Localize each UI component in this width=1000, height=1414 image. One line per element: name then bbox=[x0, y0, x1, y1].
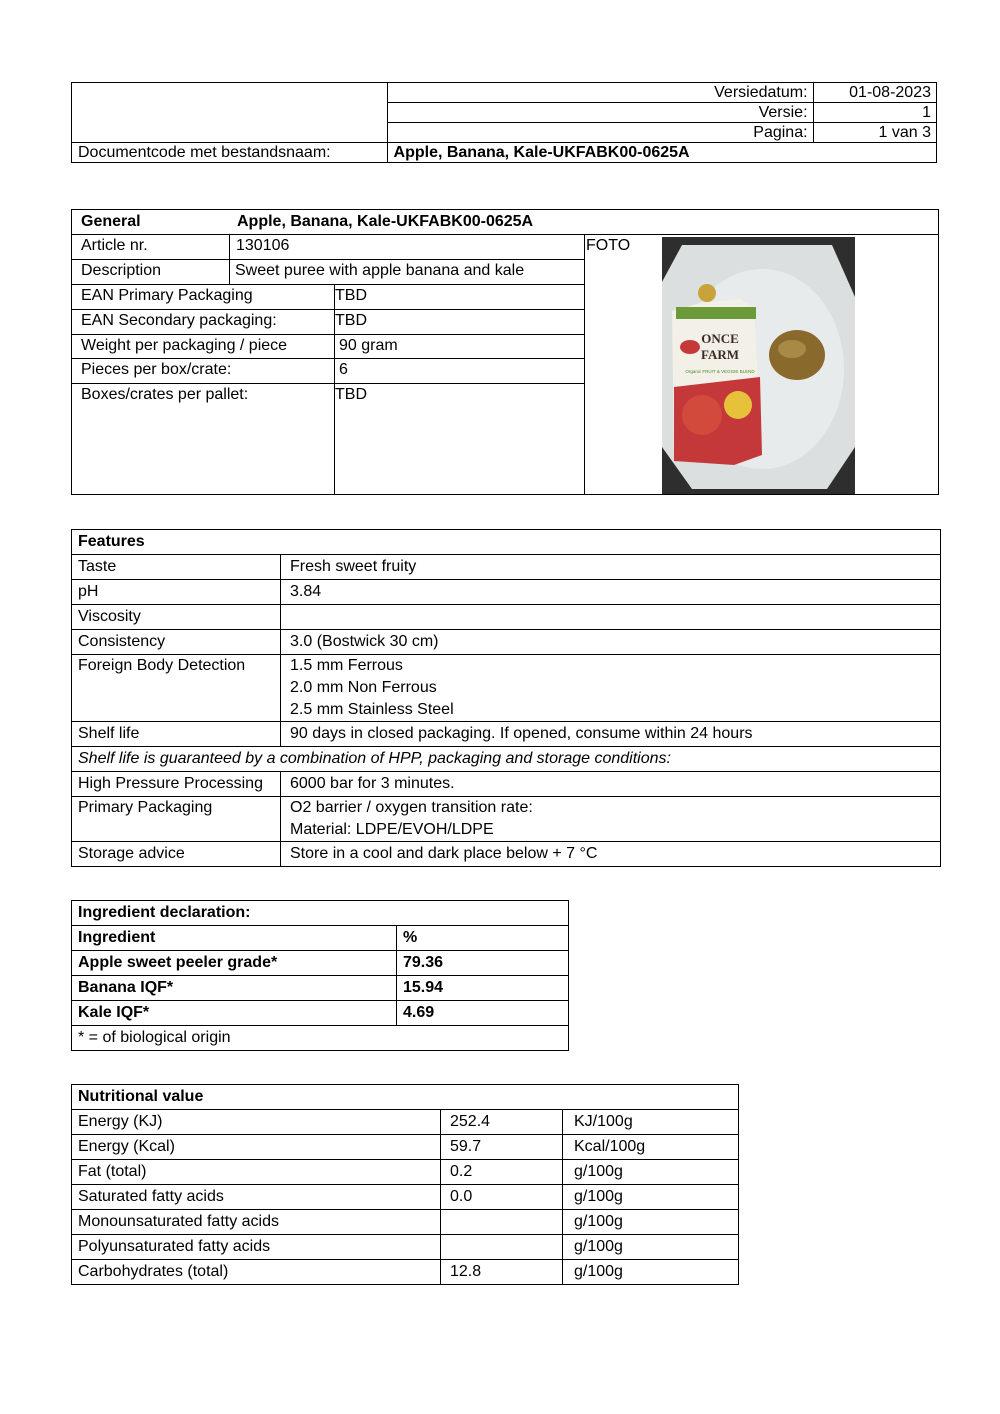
pouch-brand-1: ONCE bbox=[701, 331, 739, 346]
version-date-label: Versiedatum: bbox=[387, 83, 813, 103]
table-row bbox=[72, 1210, 739, 1235]
ean-primary-value: TBD bbox=[335, 287, 367, 304]
nutrient-value: 12.8 bbox=[441, 1260, 563, 1285]
boxes-label: Boxes/crates per pallet: bbox=[81, 386, 249, 403]
general-heading: General bbox=[81, 213, 141, 230]
table-row bbox=[72, 951, 569, 976]
nutrition-heading: Nutritional value bbox=[72, 1085, 739, 1110]
packaging-barrier: O2 barrier / oxygen transition rate: bbox=[290, 799, 533, 816]
hpp-label: High Pressure Processing bbox=[72, 772, 281, 797]
viscosity-value bbox=[281, 605, 941, 630]
table-row bbox=[72, 1135, 739, 1160]
hpp-value: 6000 bar for 3 minutes. bbox=[281, 772, 941, 797]
general-product-name: Apple, Banana, Kale-UKFABK00-0625A bbox=[237, 213, 534, 230]
ingredient-col-header: Ingredient bbox=[72, 926, 397, 951]
taste-label: Taste bbox=[72, 555, 281, 580]
primary-packaging-label: Primary Packaging bbox=[72, 797, 281, 842]
table-row bbox=[72, 1110, 739, 1135]
nutrient-name: Energy (Kcal) bbox=[72, 1135, 441, 1160]
shelf-life-value: 90 days in closed packaging. If opened, consume within 24 hours bbox=[281, 722, 941, 747]
weight-value: 90 gram bbox=[339, 337, 398, 354]
page-value: 1 van 3 bbox=[813, 123, 936, 143]
ingredients-footnote: * = of biological origin bbox=[72, 1026, 569, 1051]
version-label: Versie: bbox=[387, 103, 813, 123]
table-row bbox=[72, 1160, 739, 1185]
nutrient-unit: g/100g bbox=[563, 1260, 739, 1285]
fbd-non-ferrous: 2.0 mm Non Ferrous bbox=[290, 679, 437, 696]
article-nr-label: Article nr. bbox=[81, 237, 148, 254]
ean-secondary-value: TBD bbox=[335, 312, 367, 329]
nutrient-value bbox=[441, 1210, 563, 1235]
nutrient-value: 0.2 bbox=[441, 1160, 563, 1185]
description-label: Description bbox=[81, 262, 162, 279]
table-row bbox=[72, 976, 569, 1001]
shelf-life-note: Shelf life is guaranteed by a combination of HPP, packaging and storage conditions: bbox=[72, 747, 941, 772]
ph-label: pH bbox=[72, 580, 281, 605]
nutrient-unit: KJ/100g bbox=[563, 1110, 739, 1135]
pouch-brand-2: FARM bbox=[700, 347, 740, 362]
storage-value: Store in a cool and dark place below + 7 °C bbox=[281, 842, 941, 867]
nutrient-unit: Kcal/100g bbox=[563, 1135, 739, 1160]
boxes-value: TBD bbox=[335, 386, 367, 403]
table-row bbox=[72, 1260, 739, 1285]
consistency-value: 3.0 (Bostwick 30 cm) bbox=[281, 630, 941, 655]
viscosity-label: Viscosity bbox=[72, 605, 281, 630]
ingredient-pct: 4.69 bbox=[397, 1001, 569, 1026]
taste-value: Fresh sweet fruity bbox=[281, 555, 941, 580]
product-photo bbox=[662, 237, 855, 494]
nutrient-value: 0.0 bbox=[441, 1185, 563, 1210]
nutrient-unit: g/100g bbox=[563, 1160, 739, 1185]
fbd-stainless: 2.5 mm Stainless Steel bbox=[290, 701, 454, 718]
ingredient-name: Apple sweet peeler grade* bbox=[72, 951, 397, 976]
nutrient-value bbox=[441, 1235, 563, 1260]
description-value: Sweet puree with apple banana and kale bbox=[235, 262, 525, 279]
nutrition-table bbox=[71, 1084, 739, 1285]
pct-col-header: % bbox=[397, 926, 569, 951]
ph-value: 3.84 bbox=[281, 580, 941, 605]
doc-code-value: Apple, Banana, Kale-UKFABK00-0625A bbox=[387, 143, 936, 163]
nutrient-name: Fat (total) bbox=[72, 1160, 441, 1185]
nutrient-name: Polyunsaturated fatty acids bbox=[72, 1235, 441, 1260]
article-nr-value: 130106 bbox=[236, 237, 290, 254]
general-section bbox=[71, 209, 939, 495]
nutrient-unit: g/100g bbox=[563, 1185, 739, 1210]
ingredients-heading: Ingredient declaration: bbox=[72, 901, 569, 926]
shelf-life-label: Shelf life bbox=[72, 722, 281, 747]
pieces-value: 6 bbox=[339, 361, 348, 378]
nutrient-name: Energy (KJ) bbox=[72, 1110, 441, 1135]
packaging-material: Material: LDPE/EVOH/LDPE bbox=[290, 821, 494, 838]
pieces-label: Pieces per box/crate: bbox=[81, 361, 232, 378]
foto-label: FOTO bbox=[586, 237, 631, 254]
fbd-values bbox=[281, 655, 941, 722]
header-blank-cell bbox=[72, 83, 388, 143]
nutrient-value: 59.7 bbox=[441, 1135, 563, 1160]
doc-code-label: Documentcode met bestandsnaam: bbox=[72, 143, 388, 163]
nutrient-name: Carbohydrates (total) bbox=[72, 1260, 441, 1285]
consistency-label: Consistency bbox=[72, 630, 281, 655]
primary-packaging-values bbox=[281, 797, 941, 842]
version-value: 1 bbox=[813, 103, 936, 123]
ingredient-pct: 15.94 bbox=[397, 976, 569, 1001]
fbd-label: Foreign Body Detection bbox=[72, 655, 281, 722]
table-row bbox=[72, 1235, 739, 1260]
fbd-ferrous: 1.5 mm Ferrous bbox=[290, 657, 403, 674]
nutrient-name: Monounsaturated fatty acids bbox=[72, 1210, 441, 1235]
nutrient-unit: g/100g bbox=[563, 1235, 739, 1260]
ingredient-name: Banana IQF* bbox=[72, 976, 397, 1001]
document-header-table bbox=[71, 82, 937, 163]
table-row bbox=[72, 1001, 569, 1026]
ean-primary-label: EAN Primary Packaging bbox=[81, 287, 253, 304]
pouch-tagline: Organic FRUIT & VEGGIE BLEND bbox=[685, 369, 755, 374]
nutrient-unit: g/100g bbox=[563, 1210, 739, 1235]
page-label: Pagina: bbox=[387, 123, 813, 143]
storage-label: Storage advice bbox=[72, 842, 281, 867]
nutrient-name: Saturated fatty acids bbox=[72, 1185, 441, 1210]
features-heading: Features bbox=[72, 530, 941, 555]
ingredient-pct: 79.36 bbox=[397, 951, 569, 976]
weight-label: Weight per packaging / piece bbox=[81, 337, 288, 354]
features-table bbox=[71, 529, 941, 867]
version-date-value: 01-08-2023 bbox=[813, 83, 936, 103]
ingredients-table bbox=[71, 900, 569, 1051]
ingredient-name: Kale IQF* bbox=[72, 1001, 397, 1026]
nutrient-value: 252.4 bbox=[441, 1110, 563, 1135]
ean-secondary-label: EAN Secondary packaging: bbox=[81, 312, 277, 329]
table-row bbox=[72, 1185, 739, 1210]
